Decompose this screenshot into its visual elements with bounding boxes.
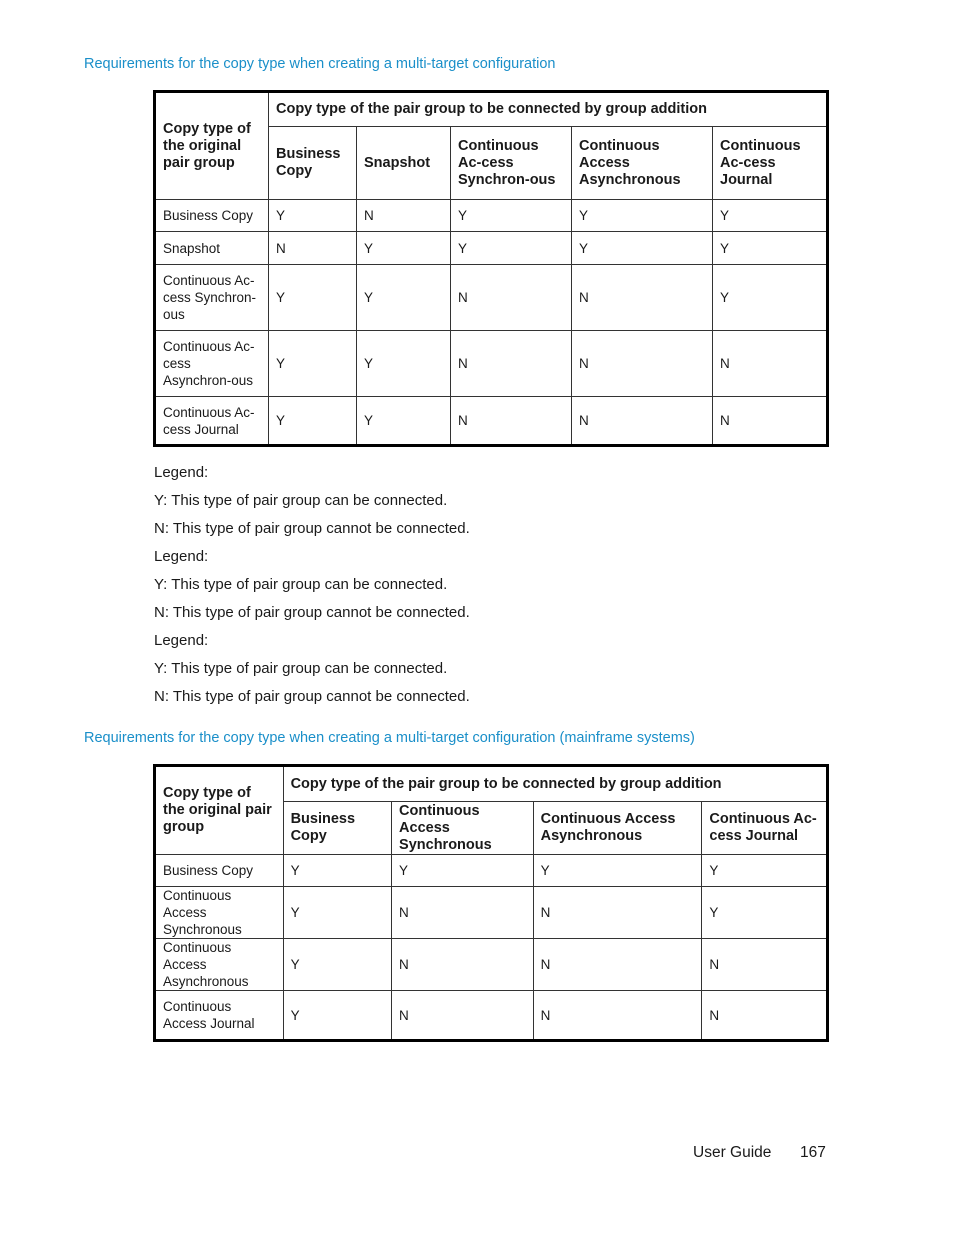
legend-no: N: This type of pair group cannot be connected. (154, 520, 470, 537)
legend-label: Legend: (154, 548, 209, 565)
table-cell: Y (572, 232, 713, 265)
column-header: Continuous Ac-cess Journal (713, 127, 828, 200)
corner-header: Copy type of the original pair group (155, 92, 269, 200)
row-label: Continuous Access Synchronous (155, 887, 284, 939)
table-cell: Y (269, 200, 357, 232)
table-cell: N (572, 265, 713, 331)
corner-header: Copy type of the original pair group (155, 766, 284, 855)
table-cell: N (269, 232, 357, 265)
table-cell: Y (451, 200, 572, 232)
footer-label: User Guide (693, 1144, 772, 1161)
row-label: Business Copy (155, 855, 284, 887)
table-cell: N (451, 331, 572, 397)
table-row (155, 397, 828, 446)
table-cell: Y (572, 200, 713, 232)
table-row (155, 232, 828, 265)
table-cell: N (357, 200, 451, 232)
legend-yes: Y: This type of pair group can be connected. (154, 576, 448, 593)
legend-no: N: This type of pair group cannot be connected. (154, 604, 470, 621)
table-cell: N (392, 939, 534, 991)
column-header: Snapshot (357, 127, 451, 200)
row-label: Continuous Access Journal (155, 991, 284, 1041)
table-cell: Y (713, 232, 828, 265)
column-header: Continuous Access Asynchronous (572, 127, 713, 200)
table-cell: Y (269, 397, 357, 446)
table-cell: N (572, 397, 713, 446)
legend-yes: Y: This type of pair group can be connected. (154, 660, 448, 677)
row-label: Continuous Ac-cess Asynchron-ous (155, 331, 269, 397)
table-cell: N (533, 991, 702, 1041)
column-header: Business Copy (269, 127, 357, 200)
table-cell: Y (713, 200, 828, 232)
column-header: Continuous Access Asynchronous (533, 802, 702, 855)
group-header: Copy type of the pair group to be connected by group addition (283, 766, 827, 802)
table-cell: Y (357, 232, 451, 265)
column-header: Business Copy (283, 802, 391, 855)
table-cell: Y (357, 331, 451, 397)
row-label: Business Copy (155, 200, 269, 232)
table-row (155, 855, 828, 887)
mainframe-copy-type-table (153, 764, 829, 1042)
legend-no: N: This type of pair group cannot be connected. (154, 688, 470, 705)
table-cell: Y (357, 397, 451, 446)
group-header: Copy type of the pair group to be connected by group addition (269, 92, 828, 127)
table-cell: Y (533, 855, 702, 887)
table-cell: N (702, 939, 828, 991)
table-cell: Y (357, 265, 451, 331)
table-cell: Y (451, 232, 572, 265)
page-number: 167 (800, 1144, 826, 1161)
table-cell: Y (283, 991, 391, 1041)
column-header: Continuous Access Synchronous (392, 802, 534, 855)
table-cell: N (451, 397, 572, 446)
table-cell: N (572, 331, 713, 397)
table-cell: Y (269, 331, 357, 397)
table-cell: N (713, 397, 828, 446)
table-row (155, 887, 828, 939)
table-cell: Y (283, 855, 391, 887)
copy-type-table (153, 90, 829, 447)
section2-heading[interactable]: Requirements for the copy type when creating a multi-target configuration (mainframe systems) (84, 730, 695, 746)
table-row (155, 200, 828, 232)
table-cell: N (451, 265, 572, 331)
column-header: Continuous Ac-cess Journal (702, 802, 828, 855)
legend-label: Legend: (154, 464, 209, 481)
table-cell: Y (392, 855, 534, 887)
table-cell: N (392, 887, 534, 939)
row-label: Snapshot (155, 232, 269, 265)
table-cell: Y (702, 887, 828, 939)
legend-yes: Y: This type of pair group can be connected. (154, 492, 448, 509)
table-cell: Y (269, 265, 357, 331)
row-label: Continuous Ac-cess Synchron-ous (155, 265, 269, 331)
section1-heading[interactable]: Requirements for the copy type when creating a multi-target configuration (84, 56, 556, 72)
table-cell: N (713, 331, 828, 397)
table-row (155, 939, 828, 991)
row-label: Continuous Access Asynchronous (155, 939, 284, 991)
table-cell: Y (283, 887, 391, 939)
table-row (155, 991, 828, 1041)
table-cell: Y (702, 855, 828, 887)
table-cell: Y (283, 939, 391, 991)
legend-label: Legend: (154, 632, 209, 649)
table-cell: N (533, 939, 702, 991)
table-cell: N (392, 991, 534, 1041)
column-header: Continuous Ac-cess Synchron-ous (451, 127, 572, 200)
table-cell: N (533, 887, 702, 939)
table-row (155, 265, 828, 331)
row-label: Continuous Ac-cess Journal (155, 397, 269, 446)
table-cell: N (702, 991, 828, 1041)
table-cell: Y (713, 265, 828, 331)
table-row (155, 331, 828, 397)
